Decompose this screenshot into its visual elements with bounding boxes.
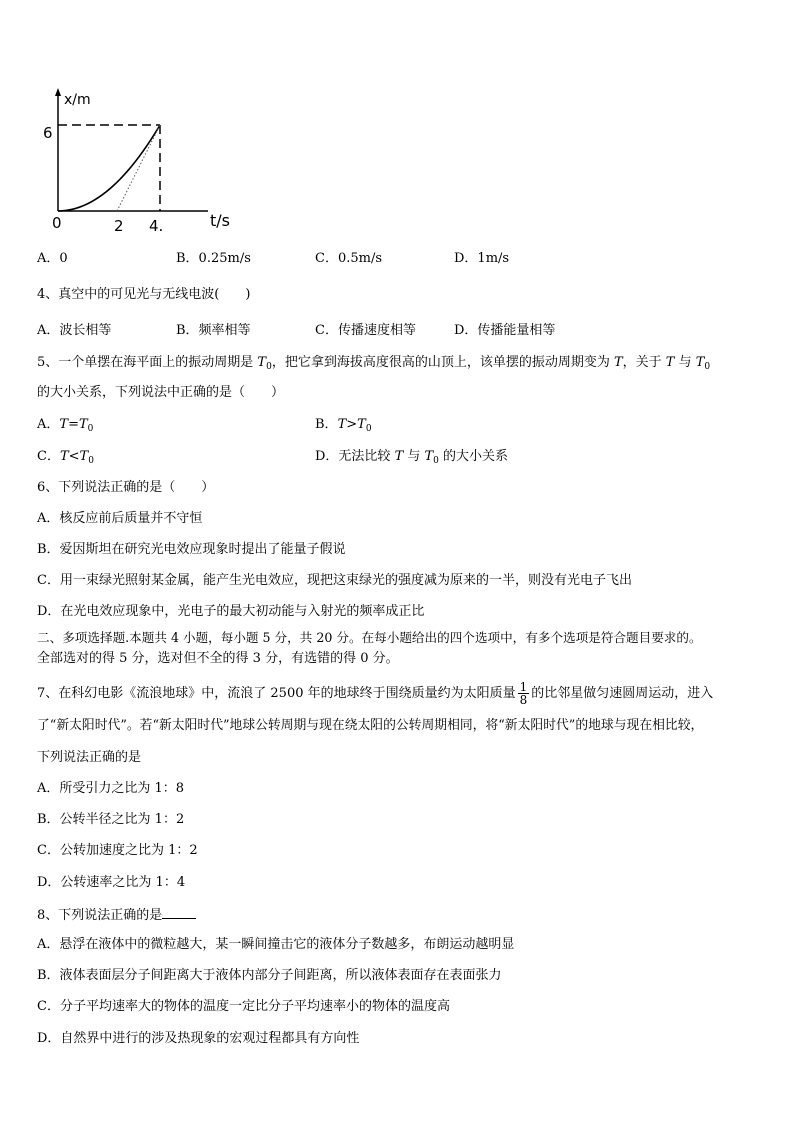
q4-option-c: C．传播速度相等 (315, 323, 416, 338)
q3-option-c: C．0.5m/s (315, 251, 382, 266)
q4-option-d: D．传播能量相等 (454, 323, 556, 338)
q4-option-a: A．波长相等 (37, 323, 112, 338)
q3-option-a: A．0 (37, 251, 68, 266)
parabola-curve (58, 125, 160, 211)
fraction-one-eighth: $\frac{1}{8}$ (519, 680, 528, 707)
x-axis-label: t/s (210, 211, 230, 230)
q5-option-a: A．$T=T_0$ (37, 417, 94, 434)
q7-stem-line3: 下列说法正确的是 (37, 750, 142, 765)
q6-option-c: C．用一束绿光照射某金属，能产生光电效应，现把这束绿光的强度减为原来的一半，则没有光电子飞出 (37, 573, 632, 588)
q7-option-a: A．所受引力之比为 1：8 (37, 781, 185, 796)
origin-label: 0 (52, 214, 62, 232)
y-tick-label: 6 (43, 124, 53, 142)
section2-instructions-line2: 全部选对的得 5 分，选对但不全的得 3 分，有选错的得 0 分。 (37, 651, 399, 666)
q6-option-d: D．在光电效应现象中，光电子的最大初动能与入射光的频率成正比 (37, 604, 425, 619)
q4-stem: 4、真空中的可见光与无线电波( ) (37, 287, 251, 302)
q8-option-c: C．分子平均速率大的物体的温度一定比分子平均速率小的物体的温度高 (37, 999, 450, 1014)
y-axis-label: x/m (64, 92, 91, 108)
q3-option-d: D．1m/s (454, 251, 510, 266)
q7-option-b: B．公转半径之比为 1：2 (37, 812, 185, 827)
tangent-line (117, 125, 160, 211)
q7-stem-line2: 了“新太阳时代”。若“新太阳时代”地球公转周期与现在绕太阳的公转周期相同，将“新太阳时代”的地球与现在相比较， (37, 718, 704, 733)
x-tick-label-2: 2 (114, 217, 124, 235)
q8-option-d: D．自然界中进行的涉及热现象的宏观过程都具有方向性 (37, 1031, 360, 1046)
answer-blank (162, 906, 196, 919)
q8-option-b: B．液体表面层分子间距离大于液体内部分子间距离，所以液体表面存在表面张力 (37, 968, 502, 983)
q5-stem-line2: 的大小关系，下列说法中正确的是（ ） (37, 385, 285, 400)
q5-stem-line1: 5、一个单摆在海平面上的振动周期是 $T_0$，把它拿到海拔高度很高的山顶上，该单摆的振动周期变为 T，关于 T 与 $T_0$ (37, 355, 711, 372)
q8-stem: 8、下列说法正确的是 (37, 906, 196, 924)
q3-option-b: B．0.25m/s (176, 251, 251, 266)
x-tick-label-4: 4. (149, 217, 164, 235)
q6-option-b: B．爱因斯坦在研究光电效应现象时提出了能量子假说 (37, 542, 346, 557)
q5-option-c: C．$T<T_0$ (37, 449, 94, 466)
section2-instructions-line1: 二、多项选择题.本题共 4 小题，每小题 5 分，共 20 分。在每小题给出的四个选项中，有多个选项是符合题目要求的。 (37, 630, 702, 645)
q5-option-d: D．无法比较 T 与 $T_0$ 的大小关系 (315, 449, 509, 466)
q4-option-b: B．频率相等 (176, 323, 251, 338)
q5-option-b: B．$T>T_0$ (315, 417, 372, 434)
q8-option-a: A．悬浮在液体中的微粒越大，某一瞬间撞击它的液体分子数越多，布朗运动越明显 (37, 937, 515, 952)
q7-option-c: C．公转加速度之比为 1：2 (37, 843, 198, 858)
y-axis-arrow (55, 88, 61, 96)
q7-option-d: D．公转速率之比为 1：4 (37, 875, 186, 890)
q6-stem: 6、下列说法正确的是（ ） (37, 480, 215, 495)
x-t-graph (30, 86, 290, 236)
q6-option-a: A．核反应前后质量并不守恒 (37, 511, 203, 526)
q7-stem-line1: 7、在科幻电影《流浪地球》中，流浪了 2500 年的地球终于围绕质量约为太阳质量 $\frac{1}{8}$ 的比邻星做匀速圆周运动，进入 (37, 680, 714, 707)
